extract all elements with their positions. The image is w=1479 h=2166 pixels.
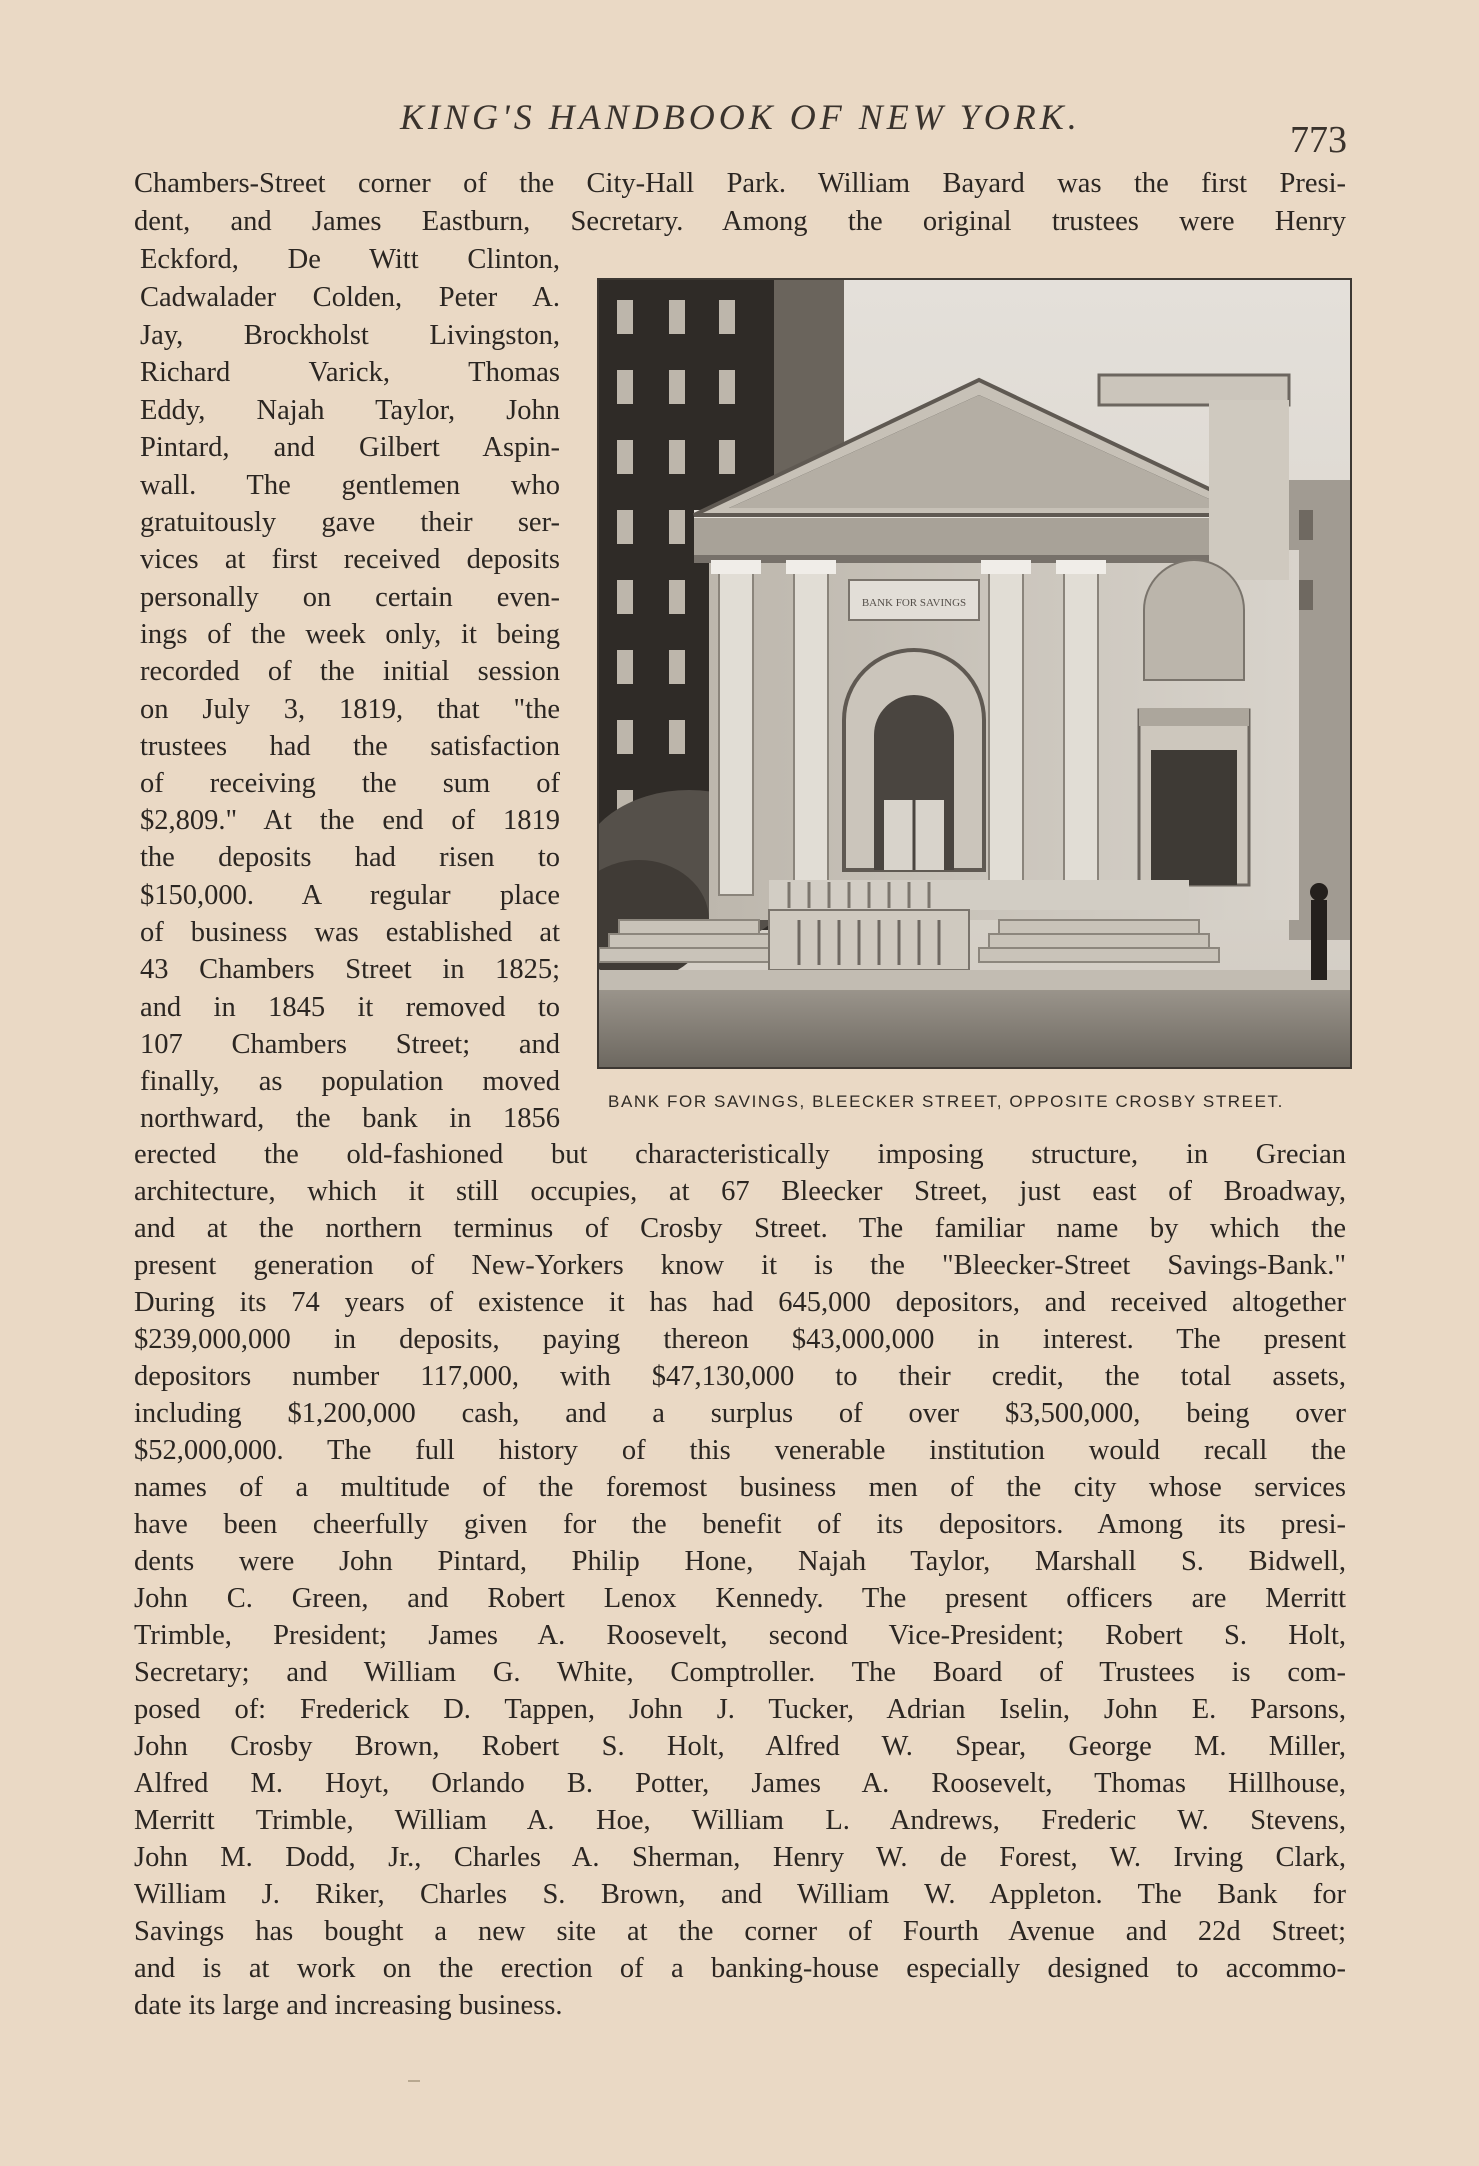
text-line: $52,000,000. The full history of this venerable institution would recall the: [134, 1435, 1346, 1466]
text-line: have been cheerfully given for the benefit of its depositors. Among its presi-: [134, 1509, 1346, 1540]
text-line: names of a multitude of the foremost business men of the city whose services: [134, 1472, 1346, 1503]
text-line: and is at work on the erection of a banking-house especially designed to accommo-: [134, 1953, 1346, 1984]
text-line: finally, as population moved: [140, 1066, 560, 1097]
text-line: Savings has bought a new site at the corner of Fourth Avenue and 22d Street;: [134, 1916, 1346, 1947]
text-line: Chambers-Street corner of the City-Hall Park. William Bayard was the first Presi-: [134, 168, 1346, 199]
text-line: Pintard, and Gilbert Aspin-: [140, 432, 560, 463]
text-line: vices at first received deposits: [140, 544, 560, 575]
text-line: date its large and increasing business.: [134, 1990, 563, 2021]
text-line: Trimble, President; James A. Roosevelt, second Vice-President; Robert S. Holt,: [134, 1620, 1346, 1651]
text-line: northward, the bank in 1856: [140, 1103, 560, 1134]
text-line: personally on certain even-: [140, 582, 560, 613]
text-line: Cadwalader Colden, Peter A.: [140, 282, 560, 313]
text-line: Eckford, De Witt Clinton,: [140, 244, 560, 275]
text-line: and at the northern terminus of Crosby Street. The familiar name by which the: [134, 1213, 1346, 1244]
text-line: $150,000. A regular place: [140, 880, 560, 911]
text-line: ings of the week only, it being: [140, 619, 560, 650]
text-line: Secretary; and William G. White, Comptroller. The Board of Trustees is com-: [134, 1657, 1346, 1688]
text-line: and in 1845 it removed to: [140, 992, 560, 1023]
page-mark: [408, 2080, 420, 2082]
text-line: architecture, which it still occupies, at 67 Bleecker Street, just east of Broadway,: [134, 1176, 1346, 1207]
text-line: erected the old-fashioned but characteristically imposing structure, in Grecian: [134, 1139, 1346, 1170]
text-line: dents were John Pintard, Philip Hone, Najah Taylor, Marshall S. Bidwell,: [134, 1546, 1346, 1577]
text-line: Eddy, Najah Taylor, John: [140, 395, 560, 426]
page-number: 773: [1290, 119, 1347, 161]
text-line: posed of: Frederick D. Tappen, John J. Tucker, Adrian Iselin, John E. Parsons,: [134, 1694, 1346, 1725]
text-line: depositors number 117,000, with $47,130,000 to their credit, the total assets,: [134, 1361, 1346, 1392]
text-line: the deposits had risen to: [140, 842, 560, 873]
text-line: dent, and James Eastburn, Secretary. Among the original trustees were Henry: [134, 206, 1346, 237]
text-line: John Crosby Brown, Robert S. Holt, Alfred W. Spear, George M. Miller,: [134, 1731, 1346, 1762]
text-line: of receiving the sum of: [140, 768, 560, 799]
text-line: John C. Green, and Robert Lenox Kennedy. The present officers are Merritt: [134, 1583, 1346, 1614]
text-line: present generation of New-Yorkers know it is the "Bleecker-Street Savings-Bank.": [134, 1250, 1346, 1281]
text-line: $239,000,000 in deposits, paying thereon $43,000,000 in interest. The present: [134, 1324, 1346, 1355]
text-line: During its 74 years of existence it has had 645,000 depositors, and received altogether: [134, 1287, 1346, 1318]
running-head: KING'S HANDBOOK OF NEW YORK.: [400, 97, 1081, 137]
text-line: gratuitously gave their ser-: [140, 507, 560, 538]
bank-building-illustration: [597, 278, 1352, 1069]
text-line: $2,809." At the end of 1819: [140, 805, 560, 836]
text-line: wall. The gentlemen who: [140, 470, 560, 501]
text-line: 43 Chambers Street in 1825;: [140, 954, 560, 985]
text-line: William J. Riker, Charles S. Brown, and William W. Appleton. The Bank for: [134, 1879, 1346, 1910]
text-line: Alfred M. Hoyt, Orlando B. Potter, James A. Roosevelt, Thomas Hillhouse,: [134, 1768, 1346, 1799]
text-line: including $1,200,000 cash, and a surplus of over $3,500,000, being over: [134, 1398, 1346, 1429]
text-line: Richard Varick, Thomas: [140, 357, 560, 388]
text-line: Merritt Trimble, William A. Hoe, William L. Andrews, Frederic W. Stevens,: [134, 1805, 1346, 1836]
text-line: of business was established at: [140, 917, 560, 948]
figure-caption: BANK FOR SAVINGS, BLEECKER STREET, OPPOSITE CROSBY STREET.: [608, 1092, 1284, 1111]
text-line: on July 3, 1819, that "the: [140, 694, 560, 725]
text-line: 107 Chambers Street; and: [140, 1029, 560, 1060]
facade-inscription: BANK FOR SAVINGS: [861, 597, 967, 609]
text-line: recorded of the initial session: [140, 656, 560, 687]
text-line: John M. Dodd, Jr., Charles A. Sherman, Henry W. de Forest, W. Irving Clark,: [134, 1842, 1346, 1873]
text-line: Jay, Brockholst Livingston,: [140, 320, 560, 351]
text-line: trustees had the satisfaction: [140, 731, 560, 762]
